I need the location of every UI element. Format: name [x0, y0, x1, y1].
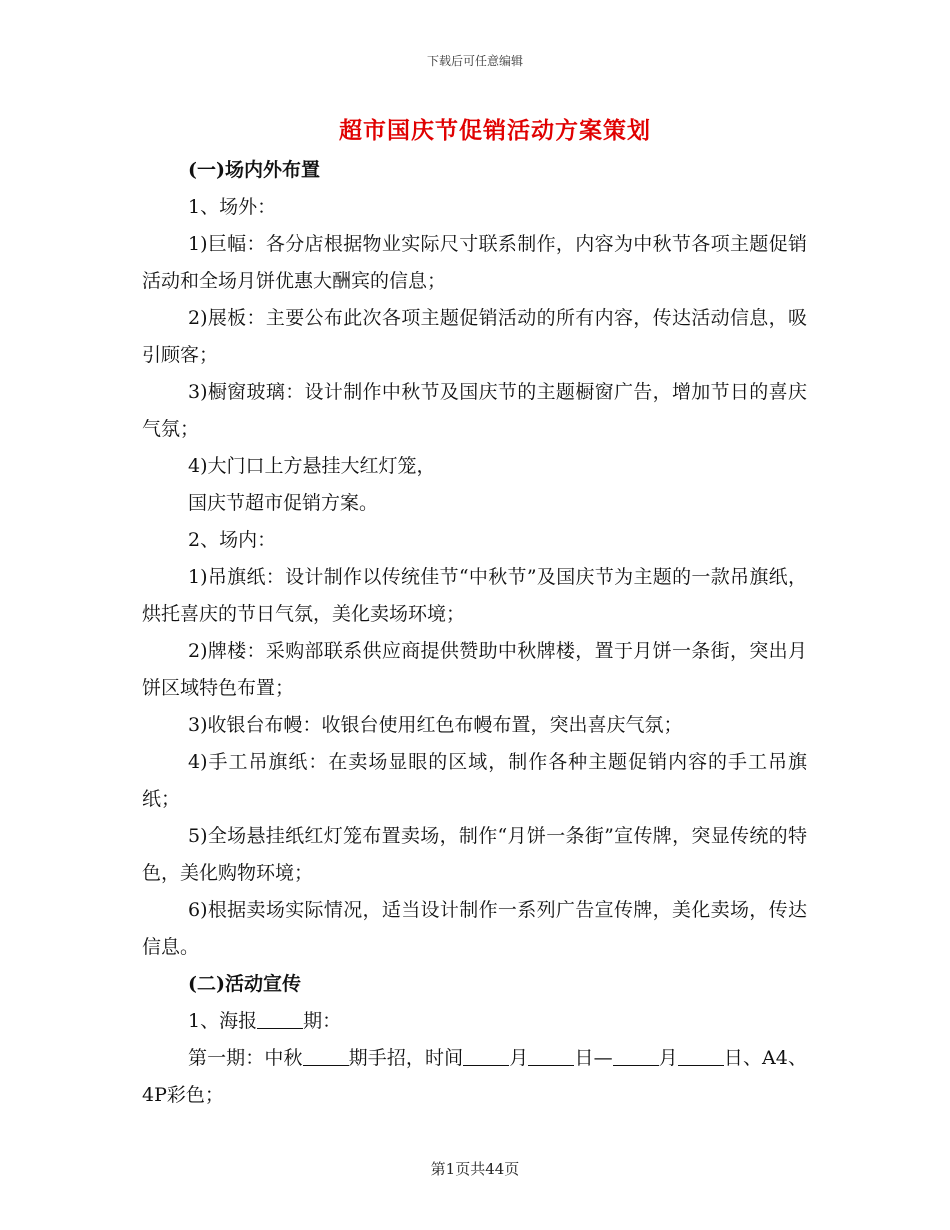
issue-part: 月 [509, 1047, 529, 1069]
issue-part: 日、A4、4P彩色； [142, 1047, 807, 1106]
paragraph: 6)根据卖场实际情况，适当设计制作一系列广告宣传牌，美化卖场，传达信息。 [142, 899, 807, 958]
paragraph: 2)牌楼：采购部联系供应商提供赞助中秋牌楼，置于月饼一条街，突出月饼区域特色布置； [142, 640, 807, 699]
blank-line [528, 1047, 574, 1066]
paragraph: 4)手工吊旗纸：在卖场显眼的区域，制作各种主题促销内容的手工吊旗纸； [142, 751, 807, 810]
section-heading-2: (二)活动宣传 [188, 973, 301, 995]
paragraph: 2、场内： [188, 529, 277, 551]
issue-part: 期手招，时间 [348, 1047, 464, 1069]
paragraph: 1)吊旗纸：设计制作以传统佳节“中秋节”及国庆节为主题的一款吊旗纸，烘托喜庆的节日气氛，美化卖场环境； [142, 566, 807, 625]
issue-part: 月 [658, 1047, 678, 1069]
blank-line [613, 1047, 659, 1066]
poster-line [142, 1003, 807, 1040]
paragraph: 国庆节超市促销方案。 [188, 492, 379, 514]
paragraph: 2)展板：主要公布此次各项主题促销活动的所有内容，传达活动信息，吸引顾客； [142, 307, 807, 366]
section-heading-1: (一)场内外布置 [188, 159, 320, 181]
paragraph: 5)全场悬挂纸红灯笼布置卖场，制作“月饼一条街”宣传牌，突显传统的特色，美化购物环境； [142, 825, 807, 884]
poster-suffix: 期： [303, 1010, 342, 1032]
issue-part: 日— [574, 1047, 613, 1069]
poster-prefix: 1、海报 [188, 1010, 258, 1032]
paragraph: 1)巨幅：各分店根据物业实际尺寸联系制作，内容为中秋节各项主题促销活动和全场月饼优惠大酬宾的信息； [142, 233, 807, 292]
document-body [142, 152, 807, 1114]
blank-line [678, 1047, 724, 1066]
issue-line [142, 1040, 807, 1114]
paragraph: 3)橱窗玻璃：设计制作中秋节及国庆节的主题橱窗广告，增加节日的喜庆气氛； [142, 381, 807, 440]
page-header: 下载后可任意编辑 [426, 54, 523, 68]
paragraph: 4)大门口上方悬挂大红灯笼， [188, 455, 436, 477]
page-footer: 第1页共44页 [430, 1160, 520, 1178]
document-title: 超市国庆节促销活动方案策划 [339, 117, 651, 144]
paragraph: 1、场外： [188, 196, 277, 218]
blank-line [303, 1047, 349, 1066]
paragraph: 3)收银台布幔：收银台使用红色布幔布置，突出喜庆气氛； [188, 714, 683, 736]
blank-line [257, 1010, 303, 1029]
blank-line [463, 1047, 509, 1066]
issue-part: 第一期：中秋 [188, 1047, 303, 1069]
